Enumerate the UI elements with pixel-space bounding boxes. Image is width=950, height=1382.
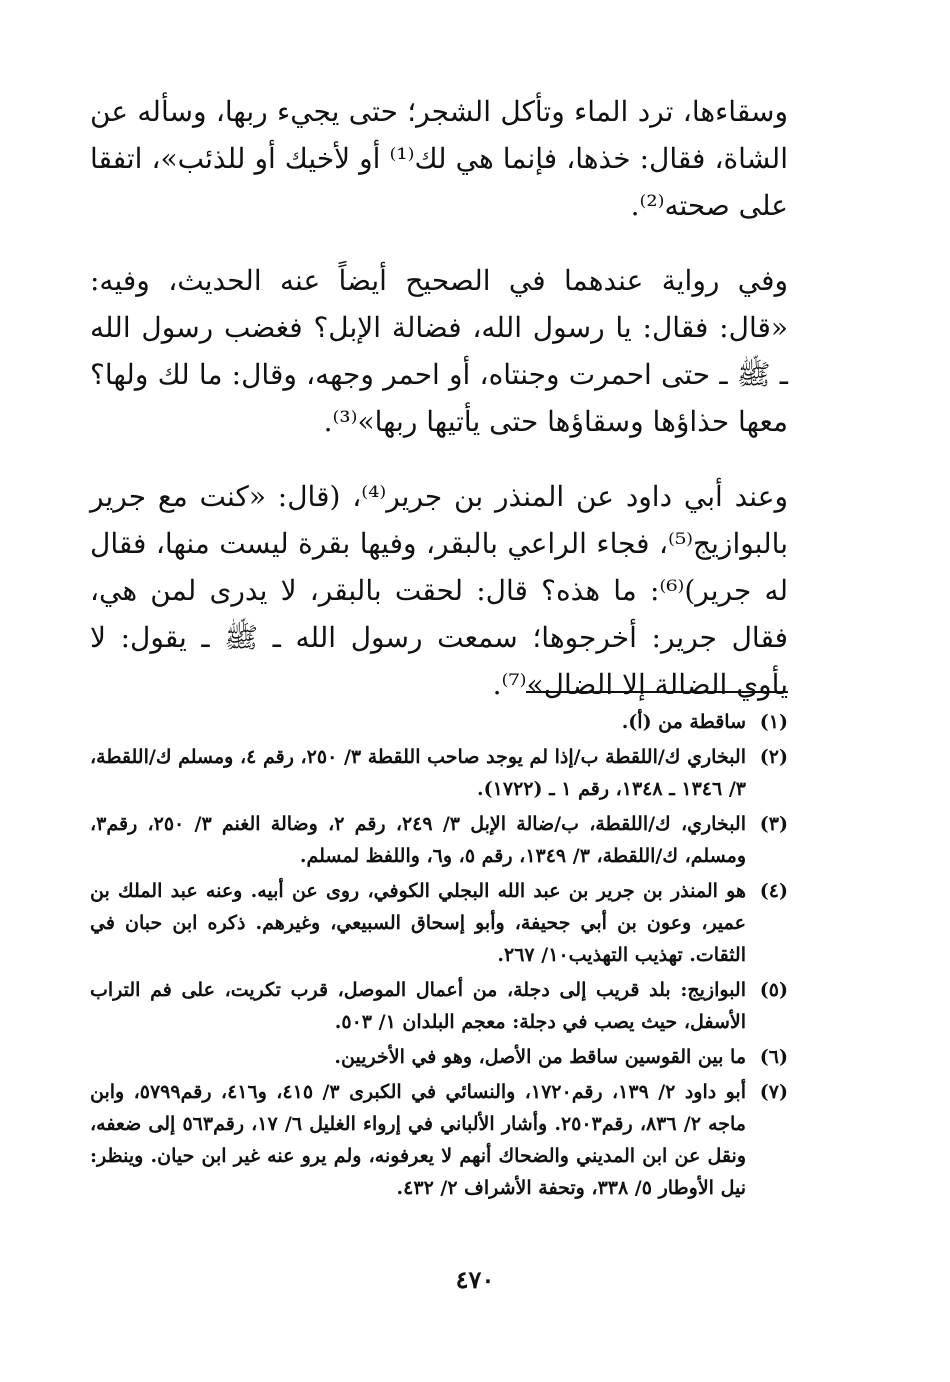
footnote-number: (٣) (759, 813, 788, 835)
paragraph-text: وسقاءها، ترد الماء وتأكل الشجر؛ حتى يجيء ربها، وسأله عن الشاة، فقال: خذها، فإنما هي لك⁽¹⁾ أو لأخيك أو للذئب»، اتفقا على صحته⁽²⁾. (90, 95, 788, 222)
main-paragraph (90, 88, 788, 229)
page-body (90, 88, 789, 1199)
main-paragraph (90, 473, 788, 708)
footnote-number: (٧) (759, 1081, 788, 1103)
footnote (90, 875, 788, 971)
footnote (90, 974, 788, 1038)
page-number: ٤٧٠ (455, 1265, 495, 1294)
footnote (90, 1076, 788, 1204)
footnote (90, 706, 788, 738)
main-paragraph (90, 257, 788, 445)
footnote-text: ساقطة من (أ). (621, 711, 746, 733)
footnote-text: ما بين القوسين ساقط من الأصل، وهو في الأخريين. (334, 1046, 746, 1068)
footnote-divider (526, 691, 788, 693)
footnotes (90, 706, 788, 1207)
footnote (90, 741, 788, 805)
footnote-number: (١) (759, 711, 788, 733)
paragraph-text: وعند أبي داود عن المنذر بن جرير⁽⁴⁾، (قال: «كنت مع جرير بالبوازيج⁽⁵⁾، فجاء الراعي بالبقر، وفيها بقرة ليست منها، فقال له جرير)⁽⁶⁾: ما هذه؟ قال: لحقت بالبقر، لا يدرى لمن هي، فقال جرير: أخرجوها؛ سمعت رسول الله ـ ﷺ ـ يقول: لا يأوي الضالة إلا الضال»⁽⁷⁾. (90, 480, 789, 701)
footnote-number: (٢) (759, 746, 788, 768)
footnote-number: (٥) (759, 979, 788, 1001)
footnote-text: البخاري، ك/اللقطة، ب/ضالة الإبل ٣/ ٢٤٩، رقم ٢، وضالة الغنم ٣/ ٢٥٠، رقم٣، ومسلم، ك/اللقطة، ٣/ ١٣٤٩، رقم ٥، و٦، واللفظ لمسلم. (90, 813, 746, 867)
footnote (90, 808, 788, 872)
paragraph-text: وفي رواية عندهما في الصحيح أيضاً عنه الحديث، وفيه: «قال: فقال: يا رسول الله، فضالة الإبل؟ فغضب رسول الله ـ ﷺ ـ حتى احمرت وجنتاه، أو احمر وجهه، وقال: ما لك ولها؟ معها حذاؤها وسقاؤها حتى يأتيها ربها»⁽³⁾. (90, 264, 788, 438)
footnote-number: (٦) (759, 1046, 788, 1068)
footnote-text: أبو داود ٢/ ١٣٩، رقم١٧٢٠، والنسائي في الكبرى ٣/ ٤١٥، و٤١٦، رقم٥٧٩٩، وابن ماجه ٢/ ٨٣٦، رقم٢٥٠٣. وأشار الألباني في إرواء الغليل ٦/ ١٧، رقم٥٦٣ إلى ضعفه، ونقل عن ابن المديني والضحاك أنهم لا يعرفونه، ولم يرو عنه غير ابن حيان. وينظر: نيل الأوطار ٥/ ٣٣٨، وتحفة الأشراف ٢/ ٤٣٢. (90, 1081, 746, 1199)
footnote (90, 1041, 788, 1073)
footnote-text: هو المنذر بن جرير بن عبد الله البجلي الكوفي، روى عن أبيه. وعنه عبد الملك بن عمير، وعون بن أبي جحيفة، وأبو إسحاق السبيعي، وغيرهم. ذكره ابن حبان في الثقات. تهذيب التهذيب١٠/ ٢٦٧. (90, 880, 746, 966)
footnote-text: البخاري ك/اللقطة ب/إذا لم يوجد صاحب اللقطة ٣/ ٢٥٠، رقم ٤، ومسلم ك/اللقطة، ٣/ ١٣٤٦ ـ ١٣٤٨، رقم ١ ـ (١٧٢٢). (90, 746, 747, 800)
footnote-text: البوازيج: بلد قريب إلى دجلة، من أعمال الموصل، قرب تكريت، على فم التراب الأسفل، حيث يصب في دجلة: معجم البلدان ١/ ٥٠٣. (90, 979, 746, 1033)
footnote-number: (٤) (759, 880, 788, 902)
